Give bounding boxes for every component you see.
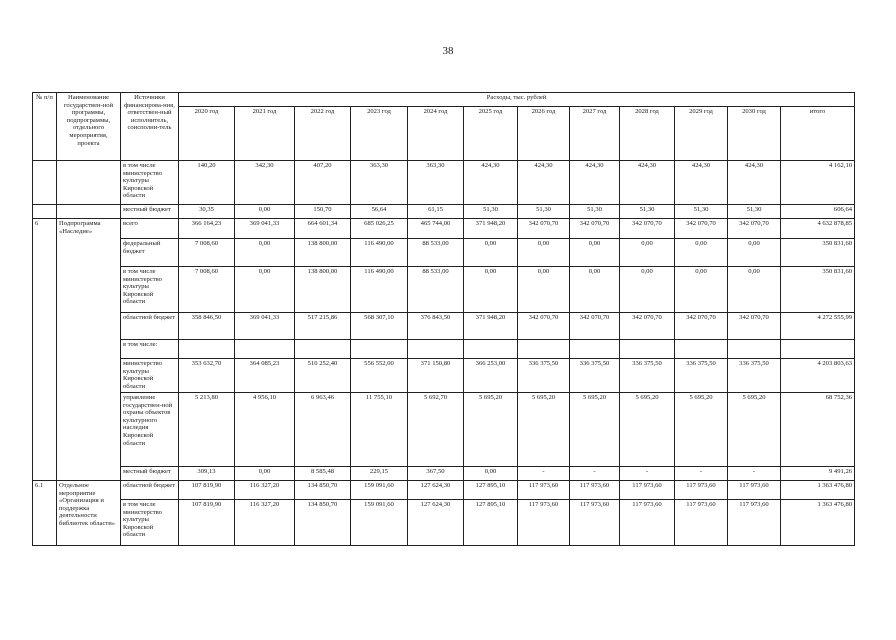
- header-year: 2028 год: [620, 107, 675, 161]
- row-value: [179, 340, 235, 359]
- row-total: 9 491,26: [781, 467, 855, 481]
- row-no: [33, 205, 57, 219]
- row-value: 51,30: [728, 205, 781, 219]
- row-value: 510 252,40: [295, 359, 351, 393]
- row-value: -: [518, 467, 570, 481]
- row-value: 51,30: [675, 205, 728, 219]
- row-value: 342,30: [235, 161, 295, 205]
- row-value: 117 973,60: [570, 481, 620, 500]
- header-no: № п/п: [33, 93, 57, 161]
- row-total: 68 752,36: [781, 393, 855, 467]
- row-value: 0,00: [464, 239, 518, 267]
- table-row: [33, 393, 855, 467]
- table-row: [33, 205, 855, 219]
- row-value: 0,00: [235, 267, 295, 313]
- row-value: 363,30: [351, 161, 408, 205]
- row-value: 117 973,60: [570, 500, 620, 546]
- row-value: 424,30: [620, 161, 675, 205]
- row-source: федеральный бюджет: [121, 239, 179, 267]
- row-value: -: [675, 467, 728, 481]
- row-value: -: [620, 467, 675, 481]
- row-source: в том числе:: [121, 340, 179, 359]
- row-value: 371 948,20: [464, 219, 518, 239]
- row-value: 159 091,60: [351, 481, 408, 500]
- row-value: 369 041,33: [235, 313, 295, 340]
- row-value: 336 375,50: [675, 359, 728, 393]
- row-total: 4 632 878,85: [781, 219, 855, 239]
- row-value: 342 070,70: [620, 219, 675, 239]
- row-value: 342 070,70: [570, 219, 620, 239]
- row-value: 0,00: [235, 205, 295, 219]
- row-value: 342 070,70: [675, 219, 728, 239]
- header-year: 2023 год: [351, 107, 408, 161]
- row-value: 5 213,80: [179, 393, 235, 467]
- row-value: 6 963,46: [295, 393, 351, 467]
- row-total: 606,64: [781, 205, 855, 219]
- row-value: -: [570, 467, 620, 481]
- header-name: Наименование государствен-ной программы, подпрограммы, отдельного мероприятия, проекта: [57, 93, 121, 161]
- row-value: 8 585,48: [295, 467, 351, 481]
- row-value: 376 843,50: [408, 313, 464, 340]
- row-value: 424,30: [518, 161, 570, 205]
- row-value: 0,00: [570, 267, 620, 313]
- row-total: 4 203 803,63: [781, 359, 855, 393]
- table-row: [33, 359, 855, 393]
- row-value: 465 744,00: [408, 219, 464, 239]
- row-value: [408, 340, 464, 359]
- row-value: 5 692,70: [408, 393, 464, 467]
- header-source: Источники финансирова-ния, ответствен-ный исполнитель, соисполни-тель: [121, 93, 179, 161]
- row-value: 127 624,30: [408, 481, 464, 500]
- row-value: 342 070,70: [728, 313, 781, 340]
- row-value: 0,00: [620, 239, 675, 267]
- row-value: [570, 340, 620, 359]
- row-value: [235, 340, 295, 359]
- row-value: 138 800,00: [295, 267, 351, 313]
- row-value: 685 026,25: [351, 219, 408, 239]
- row-no: 6: [33, 219, 57, 481]
- row-value: 0,00: [728, 239, 781, 267]
- row-value: [464, 340, 518, 359]
- row-value: 367,50: [408, 467, 464, 481]
- row-value: 127 895,10: [464, 481, 518, 500]
- row-name: [57, 205, 121, 219]
- row-source: в том числе министерство культуры Кировской области: [121, 500, 179, 546]
- row-value: 5 695,20: [620, 393, 675, 467]
- row-value: 117 973,60: [518, 500, 570, 546]
- row-source: в том числе министерство культуры Кировской области: [121, 161, 179, 205]
- row-value: 107 819,90: [179, 481, 235, 500]
- row-source: всего: [121, 219, 179, 239]
- row-value: 51,30: [570, 205, 620, 219]
- row-value: 117 973,60: [620, 500, 675, 546]
- row-value: 159 091,60: [351, 500, 408, 546]
- row-value: 5 695,20: [728, 393, 781, 467]
- row-value: 116 327,20: [235, 500, 295, 546]
- row-source: управление государствен-ной охраны объектов культурного наследия Кировской области: [121, 393, 179, 467]
- header-year: 2020 год: [179, 107, 235, 161]
- header-year: 2024 год: [408, 107, 464, 161]
- row-value: 342 070,70: [570, 313, 620, 340]
- row-value: 342 070,70: [518, 313, 570, 340]
- header-year: 2027 год: [570, 107, 620, 161]
- row-total: 4 162,10: [781, 161, 855, 205]
- row-value: 4 956,10: [235, 393, 295, 467]
- row-value: 117 973,60: [728, 481, 781, 500]
- row-value: 61,15: [408, 205, 464, 219]
- row-value: 424,30: [464, 161, 518, 205]
- row-value: 51,30: [464, 205, 518, 219]
- budget-table: [32, 92, 855, 546]
- row-value: 568 307,10: [351, 313, 408, 340]
- row-source: областной бюджет: [121, 481, 179, 500]
- row-total: 350 831,60: [781, 267, 855, 313]
- row-value: 309,13: [179, 467, 235, 481]
- header-expenses: Расходы, тыс. рублей: [179, 93, 855, 107]
- row-value: [728, 340, 781, 359]
- row-value: 117 973,60: [518, 481, 570, 500]
- table-row: [33, 481, 855, 500]
- table-row: [33, 313, 855, 340]
- row-source: областной бюджет: [121, 313, 179, 340]
- header-year: 2021 год: [235, 107, 295, 161]
- row-value: 0,00: [518, 239, 570, 267]
- row-value: 342 070,70: [518, 219, 570, 239]
- row-value: 229,15: [351, 467, 408, 481]
- row-value: 0,00: [675, 267, 728, 313]
- row-value: 5 695,20: [518, 393, 570, 467]
- row-value: 117 973,60: [675, 500, 728, 546]
- row-source: в том числе министерство культуры Кировской области: [121, 267, 179, 313]
- row-value: 117 973,60: [675, 481, 728, 500]
- row-value: 117 973,60: [620, 481, 675, 500]
- row-value: 364 085,23: [235, 359, 295, 393]
- row-value: 7 008,60: [179, 267, 235, 313]
- row-value: 342 070,70: [728, 219, 781, 239]
- row-value: 342 070,70: [620, 313, 675, 340]
- header-year: 2025 год: [464, 107, 518, 161]
- row-value: 0,00: [620, 267, 675, 313]
- row-value: 134 850,70: [295, 500, 351, 546]
- header-total: итого: [781, 107, 855, 161]
- row-total: 1 363 476,80: [781, 481, 855, 500]
- row-value: 30,35: [179, 205, 235, 219]
- table-row: [33, 161, 855, 205]
- row-value: 88 533,00: [408, 239, 464, 267]
- header-year: 2029 год: [675, 107, 728, 161]
- row-source: министерство культуры Кировской области: [121, 359, 179, 393]
- row-value: 127 624,30: [408, 500, 464, 546]
- row-value: -: [728, 467, 781, 481]
- row-value: 0,00: [570, 239, 620, 267]
- row-value: 369 041,33: [235, 219, 295, 239]
- header-year: 2030 год: [728, 107, 781, 161]
- row-value: 517 215,86: [295, 313, 351, 340]
- row-no: 6.1: [33, 481, 57, 546]
- row-value: 0,00: [518, 267, 570, 313]
- table-row: [33, 267, 855, 313]
- row-value: 0,00: [464, 267, 518, 313]
- row-value: 116 327,20: [235, 481, 295, 500]
- row-value: 0,00: [464, 467, 518, 481]
- row-value: 140,20: [179, 161, 235, 205]
- row-value: [518, 340, 570, 359]
- row-name: Отдельное мероприятие «Организация и поддержка деятельности библиотек области»: [57, 481, 121, 546]
- page-number: 38: [442, 45, 454, 57]
- row-value: 336 375,50: [620, 359, 675, 393]
- row-value: [351, 340, 408, 359]
- row-value: 0,00: [728, 267, 781, 313]
- row-value: 336 375,50: [570, 359, 620, 393]
- row-value: 5 695,20: [675, 393, 728, 467]
- header-year: 2026 год: [518, 107, 570, 161]
- row-total: 4 272 555,99: [781, 313, 855, 340]
- row-value: 127 895,10: [464, 500, 518, 546]
- row-total: 1 363 476,80: [781, 500, 855, 546]
- row-value: 336 375,50: [728, 359, 781, 393]
- row-value: 358 846,50: [179, 313, 235, 340]
- row-value: 407,20: [295, 161, 351, 205]
- row-value: 424,30: [675, 161, 728, 205]
- row-value: 371 948,20: [464, 313, 518, 340]
- table-row: [33, 219, 855, 239]
- row-value: 117 973,60: [728, 500, 781, 546]
- row-value: 0,00: [675, 239, 728, 267]
- row-value: 51,30: [518, 205, 570, 219]
- row-value: 5 695,20: [570, 393, 620, 467]
- row-value: 366 253,00: [464, 359, 518, 393]
- row-value: 353 632,70: [179, 359, 235, 393]
- row-value: 366 164,23: [179, 219, 235, 239]
- row-value: 107 819,90: [179, 500, 235, 546]
- row-name: [57, 161, 121, 205]
- table-row: [33, 467, 855, 481]
- row-value: 56,64: [351, 205, 408, 219]
- table-row: [33, 500, 855, 546]
- row-value: [295, 340, 351, 359]
- table-row: [33, 340, 855, 359]
- row-value: 424,30: [570, 161, 620, 205]
- row-value: [620, 340, 675, 359]
- row-value: 424,30: [728, 161, 781, 205]
- row-value: 51,30: [620, 205, 675, 219]
- row-value: 11 755,10: [351, 393, 408, 467]
- header-year: 2022 год: [295, 107, 351, 161]
- row-value: 664 601,34: [295, 219, 351, 239]
- row-value: 0,00: [235, 467, 295, 481]
- row-value: 5 695,20: [464, 393, 518, 467]
- row-value: 363,30: [408, 161, 464, 205]
- row-value: 150,70: [295, 205, 351, 219]
- row-source: местный бюджет: [121, 205, 179, 219]
- row-value: 138 800,00: [295, 239, 351, 267]
- row-value: 116 490,00: [351, 239, 408, 267]
- row-total: 350 831,60: [781, 239, 855, 267]
- row-source: местный бюджет: [121, 467, 179, 481]
- row-value: 342 070,70: [675, 313, 728, 340]
- row-value: 0,00: [235, 239, 295, 267]
- row-value: 7 008,60: [179, 239, 235, 267]
- row-no: [33, 161, 57, 205]
- row-name: Подпрограмма «Наследие»: [57, 219, 121, 481]
- row-value: 116 490,00: [351, 267, 408, 313]
- row-value: 336 375,50: [518, 359, 570, 393]
- table-row: [33, 239, 855, 267]
- row-value: 556 552,00: [351, 359, 408, 393]
- row-value: 371 150,80: [408, 359, 464, 393]
- row-value: [675, 340, 728, 359]
- row-total: [781, 340, 855, 359]
- row-value: 134 850,70: [295, 481, 351, 500]
- row-value: 88 533,00: [408, 267, 464, 313]
